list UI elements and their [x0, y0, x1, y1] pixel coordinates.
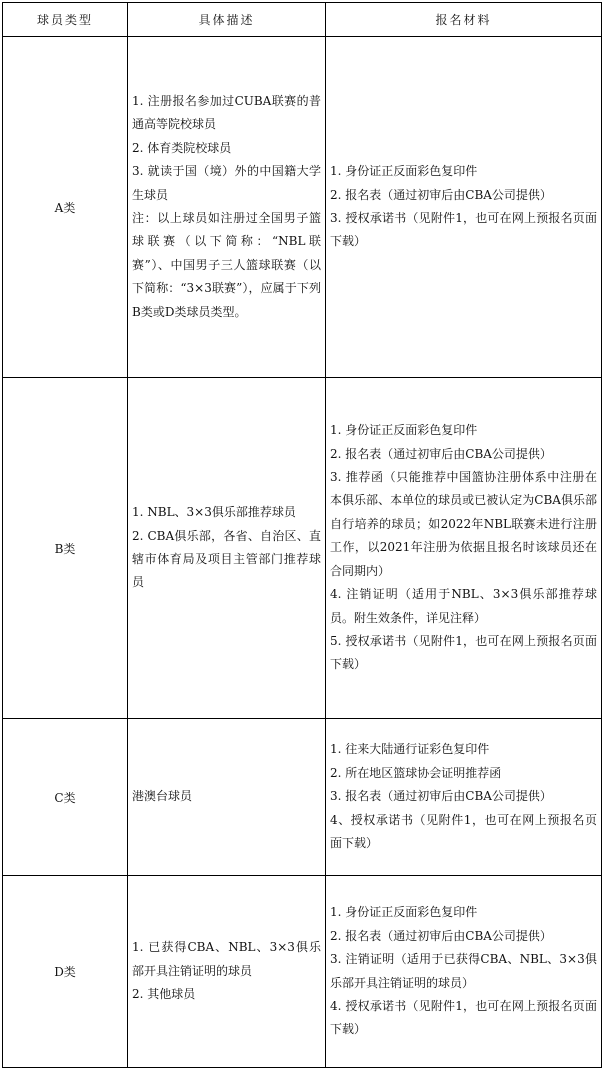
material-line: 1. 身份证正反面彩色复印件: [330, 164, 478, 179]
description-line: 2. 其他球员: [132, 987, 196, 1002]
material-line: 3. 推荐函（只能推荐中国篮协注册体系中注册在本俱乐部、本单位的球员或已被认定为CBA俱乐部自行培养的球员；如2022年NBL联赛未进行注册工作，以2021年注册为依据且报名时该球员还在合同期内）: [330, 470, 597, 578]
material-line: 5. 授权承诺书（见附件1，也可在网上预报名页面下载）: [330, 633, 597, 672]
material-line: 2. 报名表（通过初审后由CBA公司提供）: [330, 187, 552, 202]
header-player-type: 球员类型: [3, 3, 128, 37]
description-cell: [128, 37, 326, 378]
table-row-d: [3, 876, 602, 1068]
material-line: 3. 授权承诺书（见附件1，也可在网上预报名页面下载）: [330, 211, 597, 249]
table-row-b: [3, 378, 602, 719]
materials-cell: [326, 37, 602, 378]
material-line: 1. 往来大陆通行证彩色复印件: [330, 742, 490, 757]
material-line: 1. 身份证正反面彩色复印件: [330, 423, 478, 438]
player-registration-table: [2, 2, 602, 1068]
player-type-cell: B类: [3, 378, 128, 719]
material-line: 4、授权承诺书（见附件1，也可在网上预报名页面下载）: [330, 812, 597, 851]
player-type-cell: C类: [3, 719, 128, 876]
player-type-cell: A类: [3, 37, 128, 378]
header-description: 具体描述: [128, 3, 326, 37]
materials-cell: [326, 876, 602, 1068]
material-line: 4. 注销证明（适用于NBL、3×3俱乐部推荐球员。附生效条件，详见注释）: [330, 587, 597, 625]
description-line: 3. 就读于国（境）外的中国籍大学生球员: [132, 164, 321, 202]
description-note: 注：以上球员如注册过全国男子篮球联赛（以下简称：“NBL联赛”）、中国男子三人篮球联赛（以下简称：“3×3联赛”），应属于下列B类或D类球员类型。: [132, 211, 321, 319]
description-line: 1. NBL、3×3俱乐部推荐球员: [132, 505, 296, 520]
material-line: 2. 所在地区篮球协会证明推荐函: [330, 765, 502, 780]
materials-cell: [326, 378, 602, 719]
material-line: 4. 授权承诺书（见附件1，也可在网上预报名页面下载）: [330, 998, 597, 1037]
player-type-cell: D类: [3, 876, 128, 1068]
table-row-c: [3, 719, 602, 876]
description-line: 2. CBA俱乐部，各省、自治区、直辖市体育局及项目主管部门推荐球员: [132, 528, 321, 590]
header-row: [3, 3, 602, 37]
description-line: 港澳台球员: [132, 789, 193, 804]
description-line: 1. 已获得CBA、NBL、3×3俱乐部开具注销证明的球员: [132, 940, 321, 978]
material-line: 1. 身份证正反面彩色复印件: [330, 905, 478, 920]
materials-cell: [326, 719, 602, 876]
description-line: 1. 注册报名参加过CUBA联赛的普通高等院校球员: [132, 93, 321, 132]
description-cell: [128, 378, 326, 719]
description-cell: [128, 719, 326, 876]
description-cell: [128, 876, 326, 1068]
table-row-a: [3, 37, 602, 378]
material-line: 3. 注销证明（适用于已获得CBA、NBL、3×3俱乐部开具注销证明的球员）: [330, 952, 597, 990]
material-line: 2. 报名表（通过初审后由CBA公司提供）: [330, 446, 552, 461]
description-line: 2. 体育类院校球员: [132, 140, 232, 155]
material-line: 2. 报名表（通过初审后由CBA公司提供）: [330, 928, 552, 943]
header-materials: 报名材料: [326, 3, 602, 37]
material-line: 3. 报名表（通过初审后由CBA公司提供）: [330, 789, 552, 804]
